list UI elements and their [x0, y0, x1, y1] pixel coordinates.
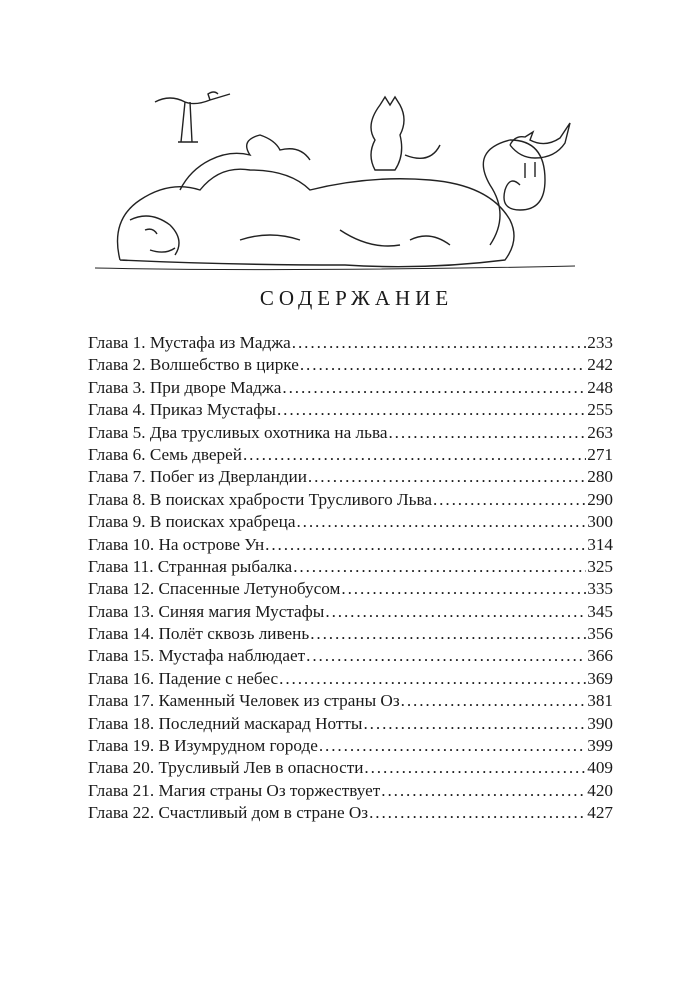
- toc-entry: [88, 757, 613, 779]
- chapter-title: Глава 18. Последний маскарад Нотты: [88, 713, 363, 733]
- chapter-title: Глава 9. В поисках храбреца: [88, 512, 296, 532]
- page-number: 263: [587, 422, 613, 442]
- dot-leader: [292, 332, 586, 354]
- dot-leader: [306, 645, 586, 667]
- toc-entry: [88, 422, 613, 444]
- chapter-title: Глава 5. Два трусливых охотника на льва: [88, 422, 388, 442]
- page-number: 233: [587, 333, 613, 352]
- dot-leader: [277, 399, 586, 421]
- toc-entry: [88, 534, 613, 556]
- page-number: 280: [587, 467, 613, 487]
- page-number: 369: [587, 668, 613, 688]
- page-number: 366: [587, 646, 613, 666]
- toc-entry: [88, 668, 613, 690]
- toc-entry: [88, 399, 613, 421]
- page-number: 420: [587, 780, 613, 800]
- toc-entry: [88, 802, 613, 824]
- bird-figure: [510, 123, 570, 178]
- chapter-title: Глава 11. Странная рыбалка: [88, 556, 293, 576]
- toc-entry: [88, 489, 613, 511]
- chapter-title: Глава 21. Магия страны Оз торжествует: [88, 780, 381, 800]
- dot-leader: [293, 556, 586, 578]
- page-number: 335: [587, 579, 613, 599]
- page-number: 427: [587, 803, 613, 823]
- dot-leader: [381, 780, 586, 802]
- stork-figure: [155, 92, 230, 142]
- chapter-title: Глава 1. Мустафа из Маджа: [88, 333, 291, 352]
- toc-entry: [88, 444, 613, 466]
- page-number: 399: [587, 736, 613, 756]
- dot-leader: [296, 511, 586, 533]
- toc-entry: [88, 645, 613, 667]
- table-of-contents: [88, 332, 613, 825]
- chapter-title: Глава 20. Трусливый Лев в опасности: [88, 758, 364, 778]
- chapter-title: Глава 13. Синяя магия Мустафы: [88, 601, 325, 621]
- cat-figure: [371, 97, 440, 170]
- dot-leader: [364, 757, 586, 779]
- dot-leader: [363, 713, 586, 735]
- lion-figure: [118, 135, 546, 267]
- dot-leader: [300, 354, 586, 376]
- page-number: 255: [587, 400, 613, 420]
- chapter-title: Глава 6. Семь дверей: [88, 444, 242, 464]
- toc-entry: [88, 780, 613, 802]
- dot-leader: [388, 422, 586, 444]
- chapter-title: Глава 2. Волшебство в цирке: [88, 355, 299, 375]
- toc-entry: [88, 556, 613, 578]
- page-number: 409: [587, 758, 613, 778]
- page-number: 325: [587, 556, 613, 576]
- lion-illustration: [90, 80, 595, 275]
- page-number: 248: [587, 377, 613, 397]
- toc-entry: [88, 377, 613, 399]
- page-number: 290: [587, 489, 613, 509]
- toc-entry: [88, 601, 613, 623]
- dot-leader: [308, 466, 586, 488]
- page-number: 381: [587, 691, 613, 711]
- toc-entry: [88, 713, 613, 735]
- toc-entry: [88, 332, 613, 354]
- dot-leader: [341, 578, 586, 600]
- chapter-title: Глава 14. Полёт сквозь ливень: [88, 624, 310, 644]
- dot-leader: [243, 444, 586, 466]
- page-number: 345: [587, 601, 613, 621]
- page-number: 271: [587, 444, 613, 464]
- toc-entry: [88, 511, 613, 533]
- chapter-title: Глава 8. В поисках храбрости Трусливого Льва: [88, 489, 432, 509]
- chapter-title: Глава 17. Каменный Человек из страны Оз: [88, 691, 400, 711]
- dot-leader: [325, 601, 586, 623]
- chapter-title: Глава 3. При дворе Маджа: [88, 377, 282, 397]
- page-number: 356: [587, 624, 613, 644]
- chapter-title: Глава 15. Мустафа наблюдает: [88, 646, 306, 666]
- dot-leader: [279, 668, 586, 690]
- chapter-title: Глава 10. На острове Ун: [88, 534, 265, 554]
- toc-entry: [88, 466, 613, 488]
- page-title: СОДЕРЖАНИЕ: [259, 286, 454, 310]
- toc-entry: [88, 735, 613, 757]
- chapter-title: Глава 7. Побег из Дверландии: [88, 467, 307, 487]
- dot-leader: [369, 802, 586, 824]
- page-number: 314: [587, 534, 613, 554]
- toc-entry: [88, 354, 613, 376]
- page-number: 390: [587, 713, 613, 733]
- dot-leader: [265, 534, 586, 556]
- toc-entry: [88, 578, 613, 600]
- dot-leader: [433, 489, 586, 511]
- chapter-title: Глава 19. В Изумрудном городе: [88, 736, 318, 756]
- dot-leader: [310, 623, 586, 645]
- page-number: 300: [587, 512, 613, 532]
- chapter-title: Глава 4. Приказ Мустафы: [88, 400, 276, 420]
- dot-leader: [319, 735, 586, 757]
- dot-leader: [401, 690, 587, 712]
- chapter-title: Глава 22. Счастливый дом в стране Оз: [88, 803, 369, 823]
- chapter-title: Глава 12. Спасенные Летунобусом: [88, 579, 341, 599]
- dot-leader: [282, 377, 586, 399]
- toc-entry: [88, 623, 613, 645]
- chapter-title: Глава 16. Падение с небес: [88, 668, 279, 688]
- page-number: 242: [587, 355, 613, 375]
- toc-entry: [88, 690, 613, 712]
